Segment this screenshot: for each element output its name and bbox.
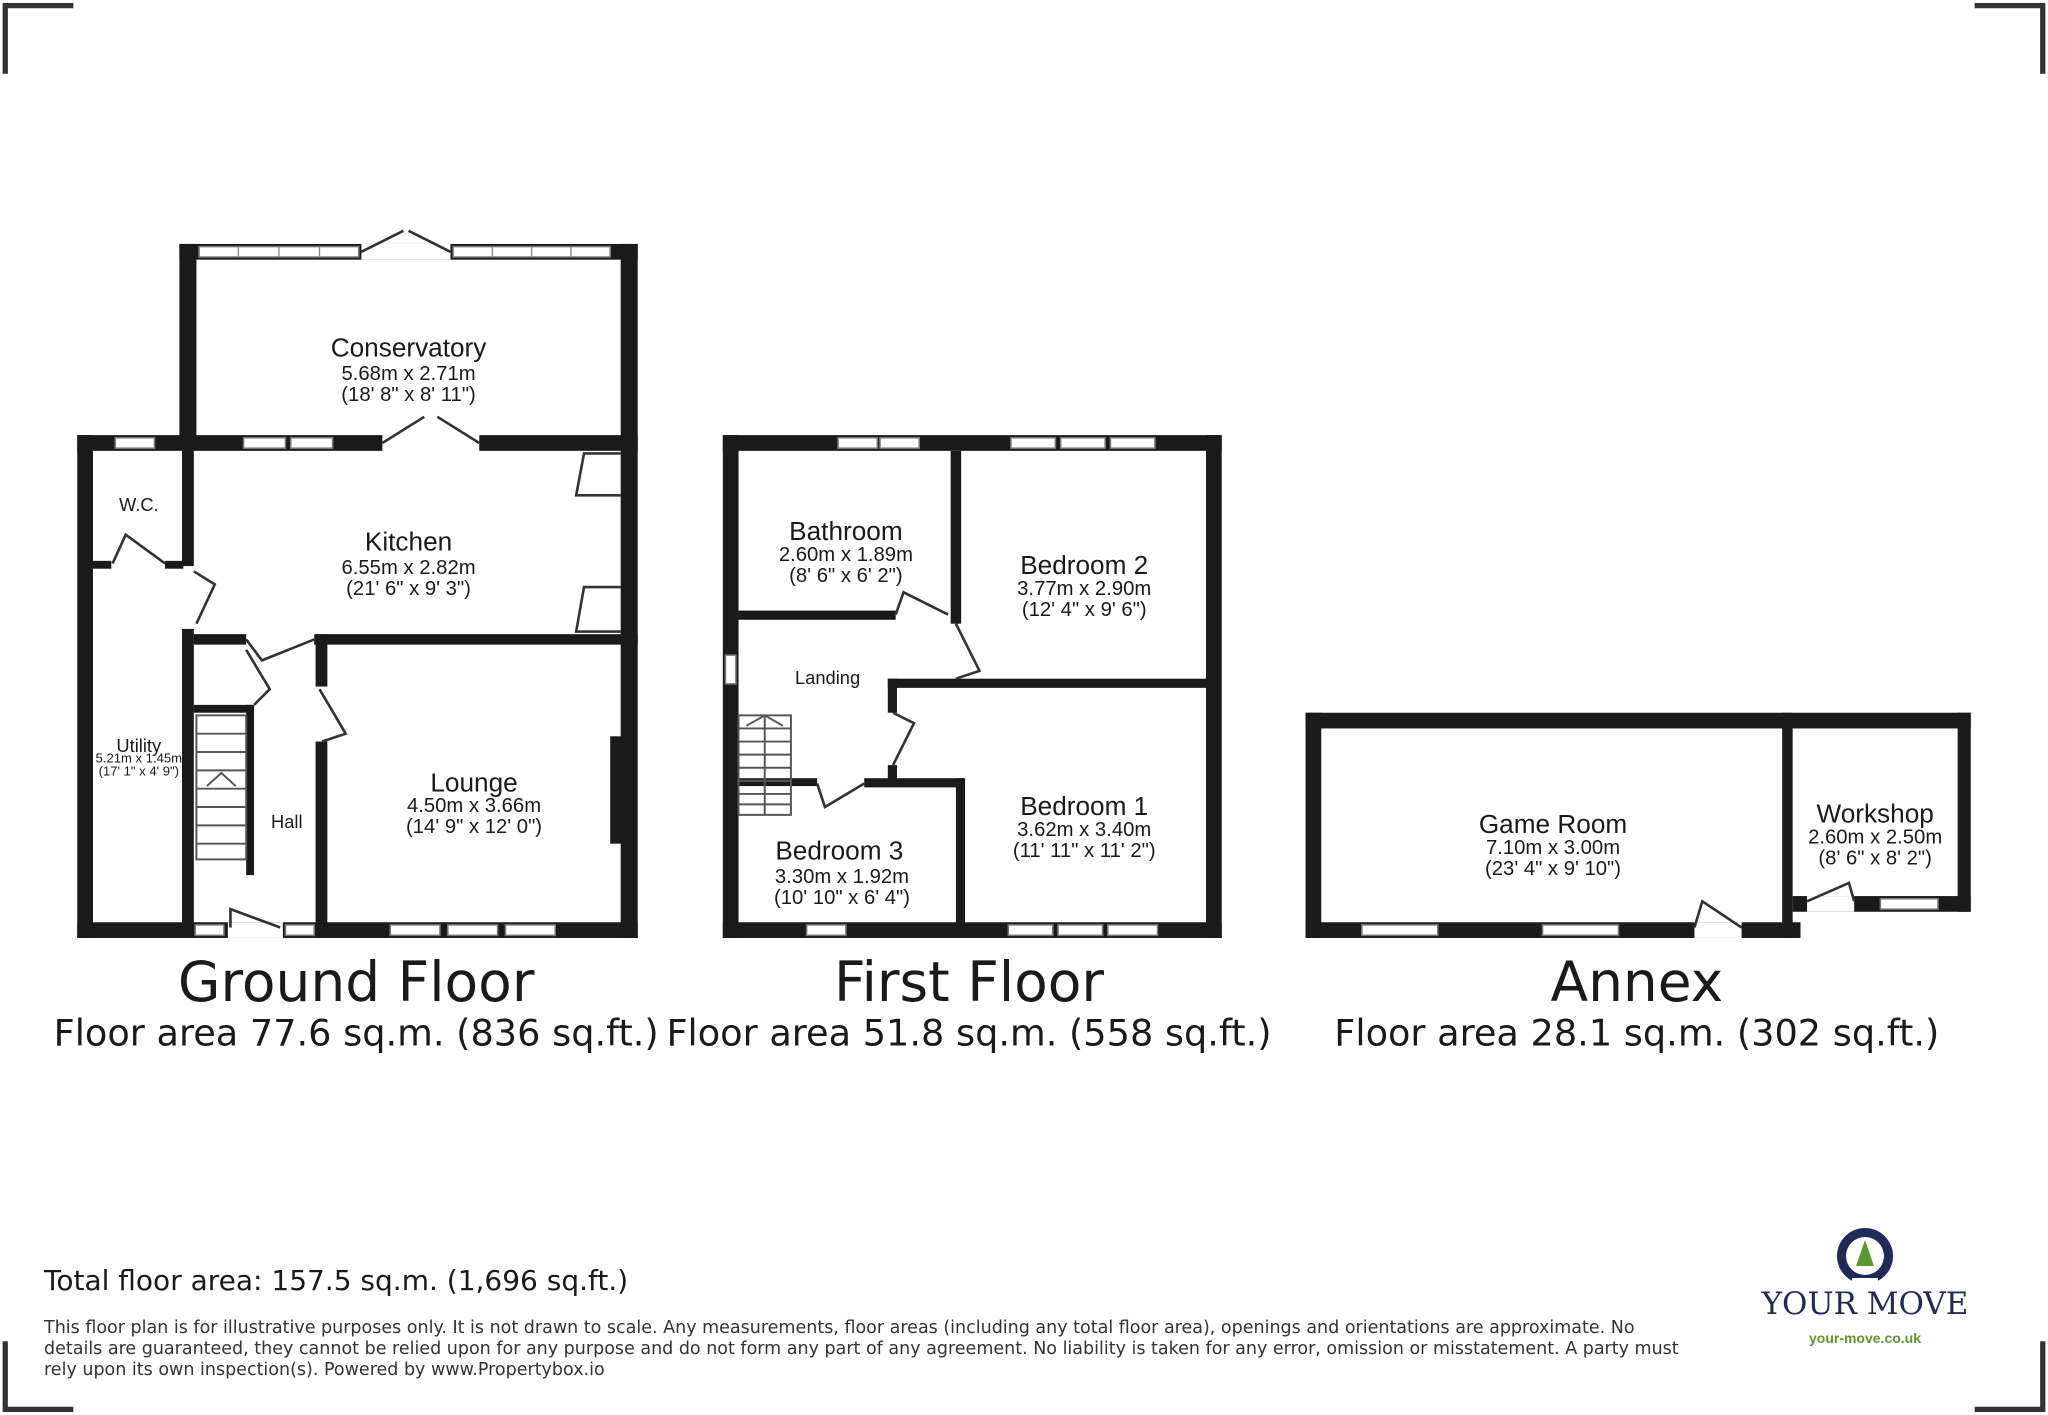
logo-brand-text: YOUR MOVE [1761, 1286, 1969, 1322]
lounge-label: Lounge [430, 767, 518, 798]
hall-label: Hall [270, 810, 303, 832]
annex-plan [1306, 713, 1971, 1055]
landing-label: Landing [794, 666, 861, 688]
stairs-ground [196, 715, 246, 859]
bedroom1-metric: 3.62m x 3.40m [1017, 818, 1152, 841]
annex-title: Annex [1550, 949, 1724, 1014]
game-room-metric: 7.10m x 3.00m [1485, 837, 1621, 860]
utility-imperial: (17' 1" x 4' 9") [98, 763, 180, 779]
total-floor-area: Total floor area: 157.5 sq.m. (1,696 sq.ft.) [44, 1264, 629, 1297]
logo-url: your-move.co.uk [1808, 1330, 1922, 1346]
conservatory-metric: 5.68m x 2.71m [341, 363, 476, 386]
conservatory-label: Conservatory [330, 332, 487, 363]
lounge-metric: 4.50m x 3.66m [406, 795, 542, 818]
first-floor-title: First Floor [834, 949, 1104, 1014]
kitchen-metric: 6.55m x 2.82m [341, 556, 476, 579]
wc-label: W.C. [118, 494, 159, 516]
bedroom3-imperial: (10' 10" x 6' 4") [773, 886, 910, 909]
stairs-first [739, 715, 791, 815]
bathroom-metric: 2.60m x 1.89m [778, 543, 913, 566]
disclaimer-text: This floor plan is for illustrative purposes only. It is not drawn to scale. Any measurements, floor areas (including any total floor area), openings and orientations are approximate. No details are guaranteed, they cannot be relied upon for any purpose and do not form any part of any agreement. No liability is taken for any error, omission or misstatement. A party must rely upon its own inspection(s). Powered by www.Propertybox.io [44, 1318, 1679, 1380]
bedroom2-imperial: (12' 4" x 9' 6") [1021, 598, 1147, 621]
first-floor-plan [666, 435, 1271, 1054]
bedroom2-label: Bedroom 2 [1020, 549, 1149, 580]
workshop-label: Workshop [1816, 798, 1934, 829]
annex-area: Floor area 28.1 sq.m. (302 sq.ft.) [1334, 1011, 1940, 1055]
bedroom1-label: Bedroom 1 [1020, 790, 1149, 821]
corner-marks [5, 6, 2043, 1410]
first-floor-area: Floor area 51.8 sq.m. (558 sq.ft.) [666, 1011, 1272, 1055]
lounge-imperial: (14' 9" x 12' 0") [406, 816, 543, 839]
location-pin-icon [1760, 1222, 1970, 1286]
utility-label: Utility [116, 735, 162, 757]
bathroom-imperial: (8' 6" x 6' 2") [789, 564, 903, 587]
ground-floor-area: Floor area 77.6 sq.m. (836 sq.ft.) [53, 1011, 659, 1055]
ground-floor-plan [54, 231, 659, 1054]
bedroom3-metric: 3.30m x 1.92m [774, 865, 910, 888]
bedroom2-metric: 3.77m x 2.90m [1017, 577, 1152, 600]
bathroom-label: Bathroom [789, 515, 903, 546]
conservatory-imperial: (18' 8" x 8' 11") [341, 384, 476, 407]
kitchen-imperial: (21' 6" x 9' 3") [346, 577, 471, 600]
game-room-imperial: (23' 4" x 9' 10") [1485, 858, 1622, 881]
game-room-label: Game Room [1478, 809, 1628, 840]
kitchen-label: Kitchen [364, 526, 453, 557]
ground-floor-title: Ground Floor [177, 949, 535, 1014]
workshop-imperial: (8' 6" x 8' 2") [1818, 847, 1932, 870]
bedroom3-label: Bedroom 3 [775, 835, 904, 866]
your-move-logo [1760, 1222, 1970, 1352]
workshop-metric: 2.60m x 2.50m [1808, 826, 1943, 849]
bedroom1-imperial: (11' 11" x 11' 2") [1012, 839, 1156, 862]
utility-metric: 5.21m x 1.45m [95, 750, 183, 766]
